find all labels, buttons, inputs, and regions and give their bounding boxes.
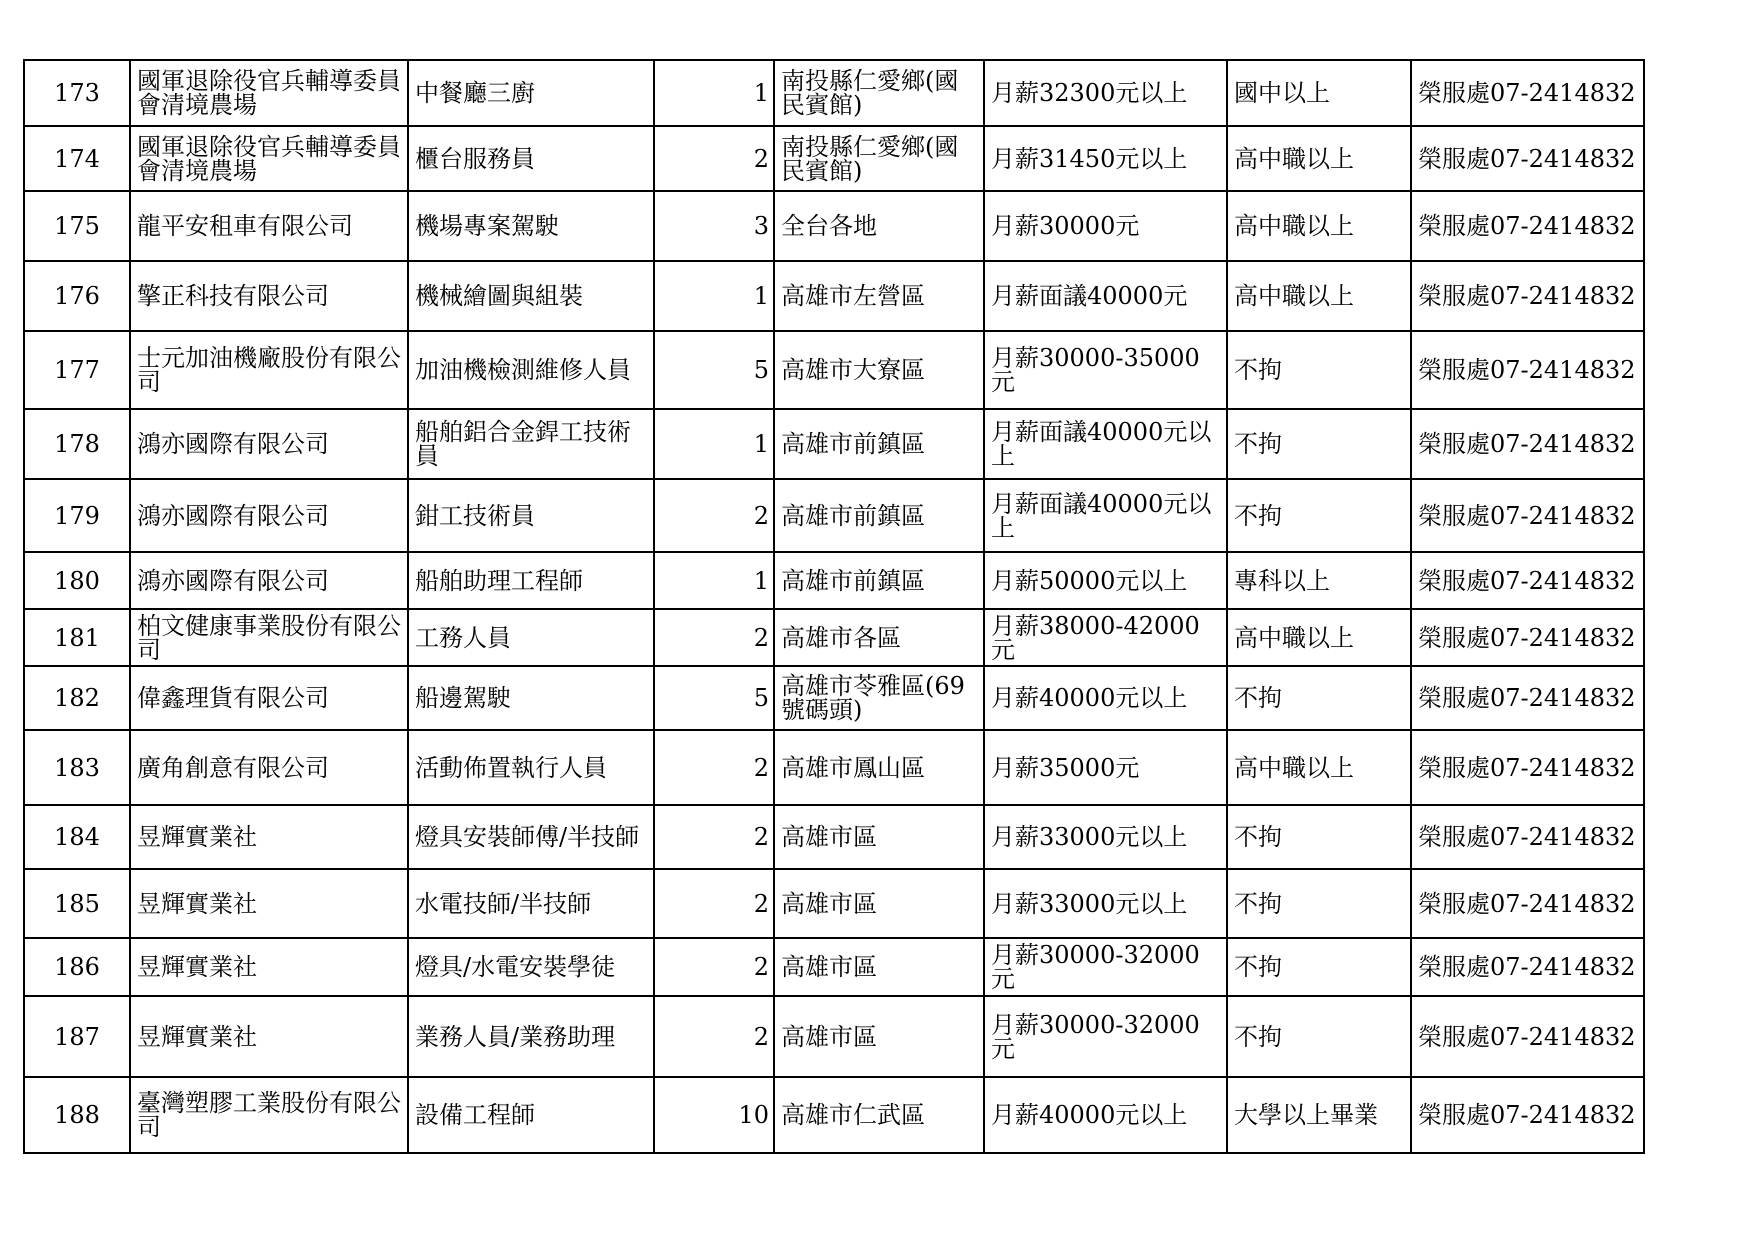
job-title: 鉗工技術員 — [408, 479, 654, 552]
table-row — [24, 1077, 1644, 1153]
salary: 月薪30000-32000元 — [984, 996, 1227, 1077]
table-row — [24, 869, 1644, 938]
contact-info: 榮服處07-2414832 — [1411, 805, 1644, 869]
openings-count: 5 — [654, 331, 774, 409]
education-requirement: 高中職以上 — [1227, 191, 1411, 261]
contact-info: 榮服處07-2414832 — [1411, 1077, 1644, 1153]
contact-info: 榮服處07-2414832 — [1411, 666, 1644, 730]
job-title: 船舶鋁合金銲工技術員 — [408, 409, 654, 479]
salary: 月薪33000元以上 — [984, 805, 1227, 869]
contact-info: 榮服處07-2414832 — [1411, 261, 1644, 331]
openings-count: 2 — [654, 938, 774, 996]
company-name: 國軍退除役官兵輔導委員會清境農場 — [130, 126, 408, 191]
salary: 月薪31450元以上 — [984, 126, 1227, 191]
row-number: 176 — [24, 261, 130, 331]
company-name: 昱輝實業社 — [130, 938, 408, 996]
education-requirement: 國中以上 — [1227, 60, 1411, 126]
education-requirement: 不拘 — [1227, 938, 1411, 996]
salary: 月薪面議40000元 — [984, 261, 1227, 331]
contact-info: 榮服處07-2414832 — [1411, 609, 1644, 666]
education-requirement: 高中職以上 — [1227, 261, 1411, 331]
openings-count: 2 — [654, 805, 774, 869]
row-number: 187 — [24, 996, 130, 1077]
job-title: 活動佈置執行人員 — [408, 730, 654, 805]
work-location: 高雄市區 — [774, 938, 984, 996]
row-number: 188 — [24, 1077, 130, 1153]
salary: 月薪30000元 — [984, 191, 1227, 261]
job-title: 加油機檢測維修人員 — [408, 331, 654, 409]
company-name: 臺灣塑膠工業股份有限公司 — [130, 1077, 408, 1153]
company-name: 廣角創意有限公司 — [130, 730, 408, 805]
salary: 月薪50000元以上 — [984, 552, 1227, 609]
table-row — [24, 996, 1644, 1077]
contact-info: 榮服處07-2414832 — [1411, 479, 1644, 552]
company-name: 柏文健康事業股份有限公司 — [130, 609, 408, 666]
openings-count: 1 — [654, 409, 774, 479]
row-number: 173 — [24, 60, 130, 126]
education-requirement: 不拘 — [1227, 805, 1411, 869]
job-title: 船邊駕駛 — [408, 666, 654, 730]
salary: 月薪32300元以上 — [984, 60, 1227, 126]
salary: 月薪30000-32000元 — [984, 938, 1227, 996]
salary: 月薪面議40000元以上 — [984, 409, 1227, 479]
company-name: 士元加油機廠股份有限公司 — [130, 331, 408, 409]
company-name: 昱輝實業社 — [130, 869, 408, 938]
company-name: 昱輝實業社 — [130, 805, 408, 869]
company-name: 龍平安租車有限公司 — [130, 191, 408, 261]
row-number: 180 — [24, 552, 130, 609]
row-number: 182 — [24, 666, 130, 730]
work-location: 高雄市大寮區 — [774, 331, 984, 409]
education-requirement: 不拘 — [1227, 331, 1411, 409]
row-number: 186 — [24, 938, 130, 996]
table-row — [24, 409, 1644, 479]
education-requirement: 不拘 — [1227, 996, 1411, 1077]
company-name: 鴻亦國際有限公司 — [130, 479, 408, 552]
contact-info: 榮服處07-2414832 — [1411, 126, 1644, 191]
table-row — [24, 60, 1644, 126]
company-name: 鴻亦國際有限公司 — [130, 552, 408, 609]
education-requirement: 高中職以上 — [1227, 730, 1411, 805]
education-requirement: 不拘 — [1227, 666, 1411, 730]
contact-info: 榮服處07-2414832 — [1411, 191, 1644, 261]
job-listing-table — [23, 59, 1645, 1154]
openings-count: 1 — [654, 60, 774, 126]
contact-info: 榮服處07-2414832 — [1411, 409, 1644, 479]
contact-info: 榮服處07-2414832 — [1411, 60, 1644, 126]
contact-info: 榮服處07-2414832 — [1411, 996, 1644, 1077]
openings-count: 1 — [654, 261, 774, 331]
table-row — [24, 730, 1644, 805]
salary: 月薪30000-35000元 — [984, 331, 1227, 409]
education-requirement: 高中職以上 — [1227, 609, 1411, 666]
row-number: 185 — [24, 869, 130, 938]
row-number: 184 — [24, 805, 130, 869]
company-name: 鴻亦國際有限公司 — [130, 409, 408, 479]
company-name: 國軍退除役官兵輔導委員會清境農場 — [130, 60, 408, 126]
work-location: 南投縣仁愛鄉(國民賓館) — [774, 60, 984, 126]
work-location: 高雄市前鎮區 — [774, 552, 984, 609]
openings-count: 2 — [654, 730, 774, 805]
education-requirement: 不拘 — [1227, 479, 1411, 552]
row-number: 174 — [24, 126, 130, 191]
work-location: 高雄市前鎮區 — [774, 409, 984, 479]
job-title: 船舶助理工程師 — [408, 552, 654, 609]
row-number: 177 — [24, 331, 130, 409]
job-title: 設備工程師 — [408, 1077, 654, 1153]
salary: 月薪40000元以上 — [984, 1077, 1227, 1153]
education-requirement: 大學以上畢業 — [1227, 1077, 1411, 1153]
table-row — [24, 938, 1644, 996]
job-title: 櫃台服務員 — [408, 126, 654, 191]
openings-count: 2 — [654, 996, 774, 1077]
table-row — [24, 666, 1644, 730]
education-requirement: 專科以上 — [1227, 552, 1411, 609]
openings-count: 10 — [654, 1077, 774, 1153]
education-requirement: 不拘 — [1227, 869, 1411, 938]
work-location: 全台各地 — [774, 191, 984, 261]
table-row — [24, 609, 1644, 666]
contact-info: 榮服處07-2414832 — [1411, 552, 1644, 609]
work-location: 高雄市左營區 — [774, 261, 984, 331]
work-location: 高雄市區 — [774, 805, 984, 869]
work-location: 高雄市區 — [774, 996, 984, 1077]
job-title: 工務人員 — [408, 609, 654, 666]
job-title: 燈具安裝師傅/半技師 — [408, 805, 654, 869]
salary: 月薪38000-42000元 — [984, 609, 1227, 666]
contact-info: 榮服處07-2414832 — [1411, 938, 1644, 996]
work-location: 高雄市各區 — [774, 609, 984, 666]
openings-count: 5 — [654, 666, 774, 730]
openings-count: 1 — [654, 552, 774, 609]
openings-count: 2 — [654, 609, 774, 666]
table-row — [24, 126, 1644, 191]
row-number: 183 — [24, 730, 130, 805]
table-row — [24, 191, 1644, 261]
openings-count: 3 — [654, 191, 774, 261]
education-requirement: 不拘 — [1227, 409, 1411, 479]
work-location: 高雄市鳳山區 — [774, 730, 984, 805]
openings-count: 2 — [654, 869, 774, 938]
contact-info: 榮服處07-2414832 — [1411, 730, 1644, 805]
education-requirement: 高中職以上 — [1227, 126, 1411, 191]
table-row — [24, 805, 1644, 869]
company-name: 昱輝實業社 — [130, 996, 408, 1077]
salary: 月薪40000元以上 — [984, 666, 1227, 730]
job-title: 中餐廳三廚 — [408, 60, 654, 126]
job-title: 機械繪圖與組裝 — [408, 261, 654, 331]
work-location: 高雄市苓雅區(69號碼頭) — [774, 666, 984, 730]
salary: 月薪面議40000元以上 — [984, 479, 1227, 552]
job-table-body — [24, 60, 1644, 1153]
job-title: 燈具/水電安裝學徒 — [408, 938, 654, 996]
salary: 月薪33000元以上 — [984, 869, 1227, 938]
row-number: 181 — [24, 609, 130, 666]
openings-count: 2 — [654, 479, 774, 552]
row-number: 175 — [24, 191, 130, 261]
table-row — [24, 479, 1644, 552]
contact-info: 榮服處07-2414832 — [1411, 869, 1644, 938]
work-location: 高雄市仁武區 — [774, 1077, 984, 1153]
row-number: 178 — [24, 409, 130, 479]
company-name: 偉鑫理貨有限公司 — [130, 666, 408, 730]
job-title: 水電技師/半技師 — [408, 869, 654, 938]
job-title: 業務人員/業務助理 — [408, 996, 654, 1077]
job-title: 機場專案駕駛 — [408, 191, 654, 261]
salary: 月薪35000元 — [984, 730, 1227, 805]
contact-info: 榮服處07-2414832 — [1411, 331, 1644, 409]
table-row — [24, 261, 1644, 331]
openings-count: 2 — [654, 126, 774, 191]
row-number: 179 — [24, 479, 130, 552]
work-location: 高雄市區 — [774, 869, 984, 938]
table-row — [24, 552, 1644, 609]
work-location: 南投縣仁愛鄉(國民賓館) — [774, 126, 984, 191]
company-name: 擎正科技有限公司 — [130, 261, 408, 331]
work-location: 高雄市前鎮區 — [774, 479, 984, 552]
table-row — [24, 331, 1644, 409]
